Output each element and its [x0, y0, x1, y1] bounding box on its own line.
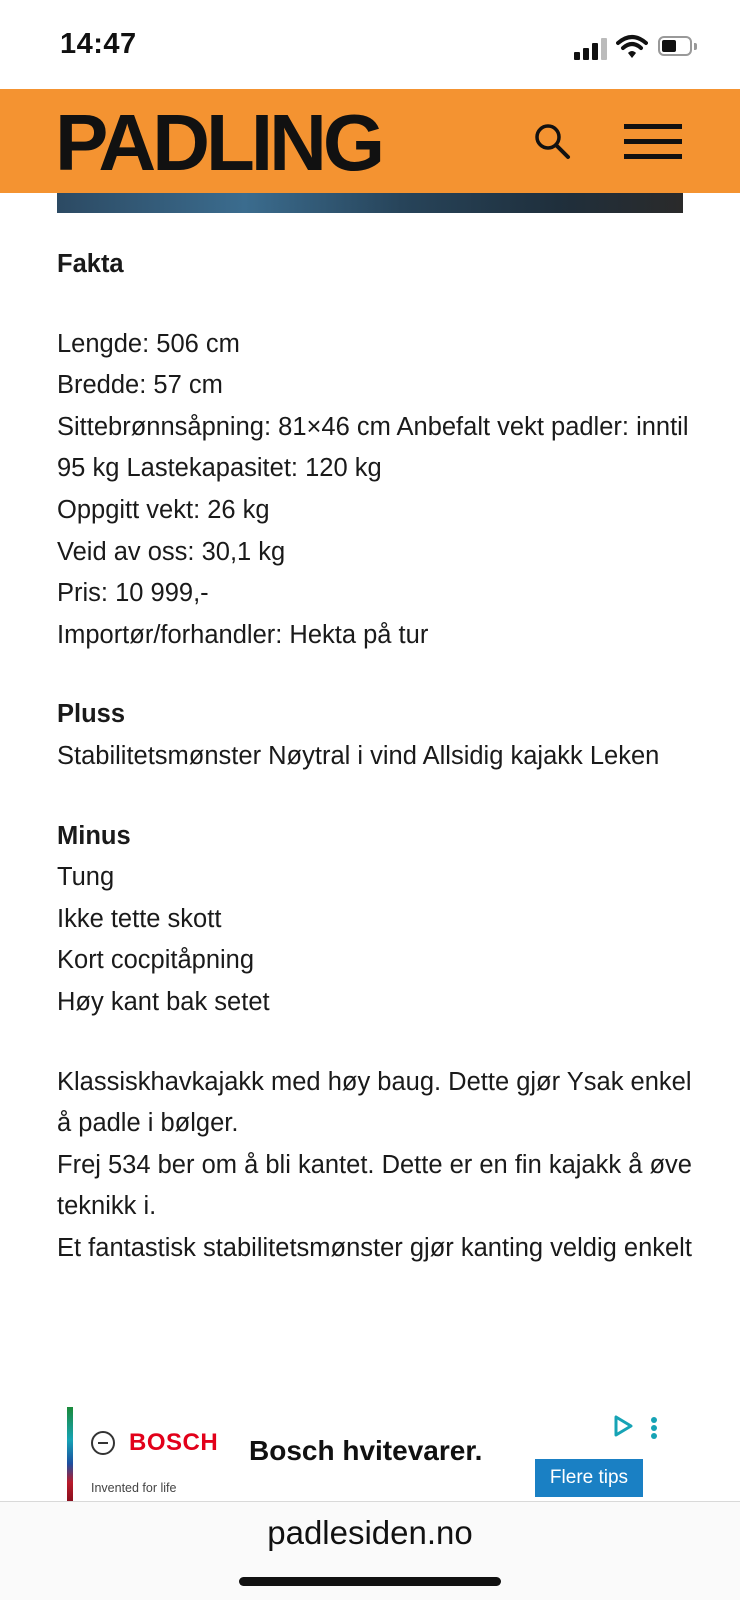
pluss-text: Stabilitetsmønster Nøytral i vind Allsidig kajakk Leken [57, 741, 660, 770]
hero-image-edge [57, 193, 683, 213]
ad-title[interactable]: Bosch hvitevarer. [249, 1435, 483, 1466]
spec-measured-weight: Veid av oss: 30,1 kg [57, 537, 286, 566]
home-indicator[interactable] [239, 1577, 501, 1586]
minus-heading: Minus [57, 821, 131, 850]
spec-width: Bredde: 57 cm [57, 371, 223, 400]
pluss-heading: Pluss [57, 700, 126, 729]
ad-tagline: Invented for life [91, 1481, 177, 1495]
url-domain[interactable]: padlesiden.no [267, 1514, 473, 1551]
search-icon[interactable] [533, 122, 573, 162]
spec-price: Pris: 10 999,- [57, 579, 209, 608]
ad-brand-stripe [67, 1407, 73, 1501]
spec-importer: Importør/forhandler: Hekta på tur [57, 620, 429, 649]
spec-cockpit: Sittebrønnsåpning: 81×46 cm Anbefalt vekt padler: inntil 95 kg Lastekapasitet: 120 kg [57, 412, 689, 483]
cellular-signal-icon [574, 36, 608, 60]
spec-length: Lengde: 506 cm [57, 329, 240, 358]
status-time: 14:47 [60, 28, 137, 60]
minus-item: Høy kant bak setet [57, 987, 270, 1016]
body-paragraph: Et fantastisk stabilitetsmønster gjør kanting veldig enkelt [57, 1233, 692, 1262]
body-paragraph: Klassiskhavkajakk med høy baug. Dette gjør Ysak enkel å padle i bølger. [57, 1067, 692, 1138]
bosch-logo-icon [91, 1431, 115, 1455]
article-body [57, 244, 697, 1269]
ad-cta-button[interactable]: Flere tips [535, 1459, 643, 1497]
ad-brand: BOSCH [129, 1429, 219, 1456]
wifi-icon [616, 34, 648, 60]
minus-item: Ikke tette skott [57, 904, 222, 933]
body-paragraph: Frej 534 ber om å bli kantet. Dette er en fin kajakk å øve teknikk i. [57, 1150, 692, 1221]
advertisement[interactable] [57, 1407, 683, 1501]
adchoices-icon[interactable] [613, 1415, 633, 1437]
status-bar [0, 0, 740, 90]
battery-icon [658, 36, 698, 58]
minus-item: Tung [57, 863, 115, 892]
ad-more-options-icon[interactable] [651, 1417, 657, 1439]
hamburger-menu-icon[interactable] [624, 124, 682, 160]
minus-item: Kort cocpitåpning [57, 946, 255, 975]
spec-stated-weight: Oppgitt vekt: 26 kg [57, 495, 270, 524]
fakta-heading: Fakta [57, 250, 124, 278]
site-logo[interactable]: PADLING [55, 98, 382, 187]
